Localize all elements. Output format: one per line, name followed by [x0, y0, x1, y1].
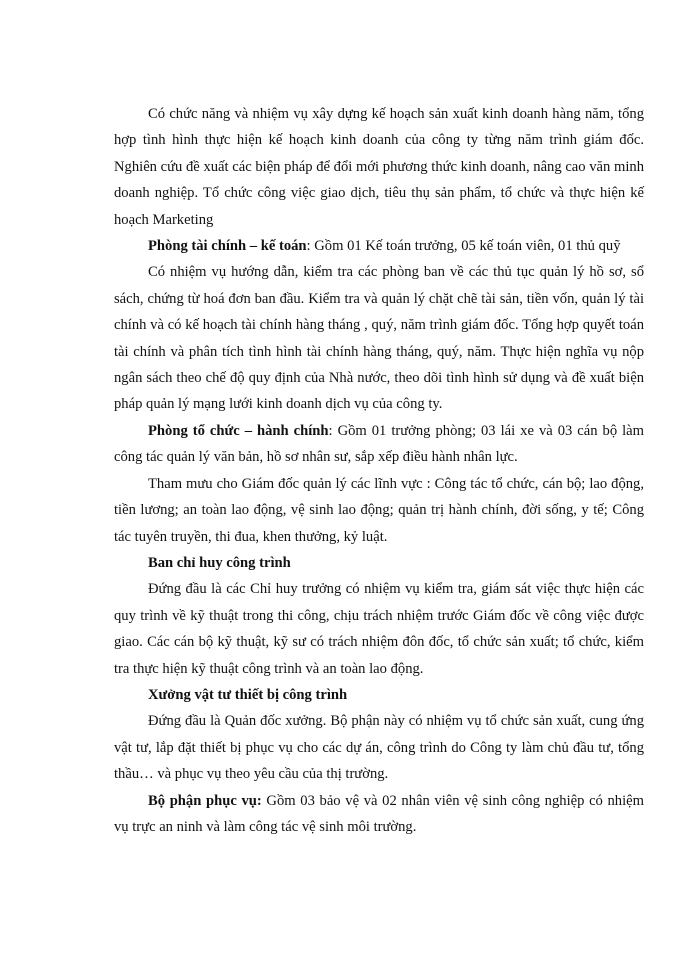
- service-dept-text: Gồm 03 bảo vệ và 02 nhân viên vệ sinh công nghiệp có nhiệm vụ trực an ninh và làm công tác vệ sinh môi trường.: [114, 792, 644, 835]
- document-body: [114, 101, 644, 840]
- heading-admin-dept: Phòng tổ chức – hành chính: [148, 422, 329, 439]
- paragraph-admin-duties: Tham mưu cho Giám đốc quản lý các lĩnh vực : Công tác tổ chức, cán bộ; lao động, tiền lương; an toàn lao động, vệ sinh lao động; quản trị hành chính, đời sống, y tế; Công tác tuyên truyền, thi đua, khen thưởng, kỷ luật.: [114, 475, 644, 545]
- paragraph-service-dept: [114, 788, 644, 841]
- paragraph-admin-dept: [114, 418, 644, 471]
- admin-dept-staff: : Gồm 01 trưởng phòng; 03 lái xe và 03 cán bộ làm công tác quản lý văn bản, hồ sơ nhân sư, sắp xếp điều hành nhân lực.: [114, 422, 645, 466]
- finance-dept-staff: : Gồm 01 Kế toán trưởng, 05 kế toán viên, 01 thủ quỹ: [306, 238, 621, 255]
- heading-construction-command: Ban chỉ huy công trình: [148, 554, 291, 571]
- paragraph-construction-duties: Đứng đầu là các Chỉ huy trưởng có nhiệm vụ kiểm tra, giám sát việc thực hiện các quy trình về kỹ thuật trong thi công, chịu trách nhiệm trước Giám đốc về công việc được giao. Các cán bộ kỹ thuật, kỹ sư có trách nhiệm đôn đốc, tổ chức sản xuất; tổ chức, kiểm tra thực hiện kỹ thuật công trình và an toàn lao động.: [114, 581, 644, 677]
- paragraph-finance-duties: Có nhiệm vụ hướng dẫn, kiểm tra các phòng ban về các thủ tục quản lý hồ sơ, sổ sách, chứng từ hoá đơn ban đầu. Kiểm tra và quản lý chặt chẽ tài sản, tiền vốn, quản lý tài chính và có kế hoạch tài chính hàng tháng , quý, năm trình giám đốc. Tổng hợp quyết toán tài chính và phân tích tình hình tài chính hàng tháng, quý, năm. Thực hiện nghĩa vụ nộp ngân sách theo chế độ quy định của Nhà nước, theo dõi tình hình sử dụng và đề xuất biện pháp quản lý mạng lưới kinh doanh dịch vụ của công ty.: [114, 264, 644, 413]
- heading-finance-dept: Phòng tài chính – kế toán: [148, 238, 307, 255]
- paragraph-workshop-duties: Đứng đầu là Quản đốc xưởng. Bộ phận này có nhiệm vụ tổ chức sản xuất, cung ứng vật tư, lắp đặt thiết bị phục vụ cho các dự án, công trình do Công ty làm chủ đầu tư, tổng thầu… và phục vụ theo yêu cầu của thị trường.: [114, 713, 644, 783]
- heading-materials-workshop: Xưởng vật tư thiết bị công trình: [148, 686, 348, 703]
- paragraph-marketing-duties: Có chức năng và nhiệm vụ xây dựng kế hoạch sản xuất kinh doanh hàng năm, tổng hợp tình hình thực hiện kế hoạch kinh doanh của công ty từng năm trình giám đốc. Nghiên cứu đề xuất các biện pháp để đổi mới phương thức kinh doanh, nâng cao văn minh doanh nghiệp. Tổ chức công việc giao dịch, tiêu thụ sản phẩm, tổ chức và thực hiện kế hoạch Marketing: [114, 106, 644, 228]
- paragraph-finance-dept: [114, 233, 644, 259]
- heading-service-dept: Bộ phận phục vụ:: [148, 792, 262, 809]
